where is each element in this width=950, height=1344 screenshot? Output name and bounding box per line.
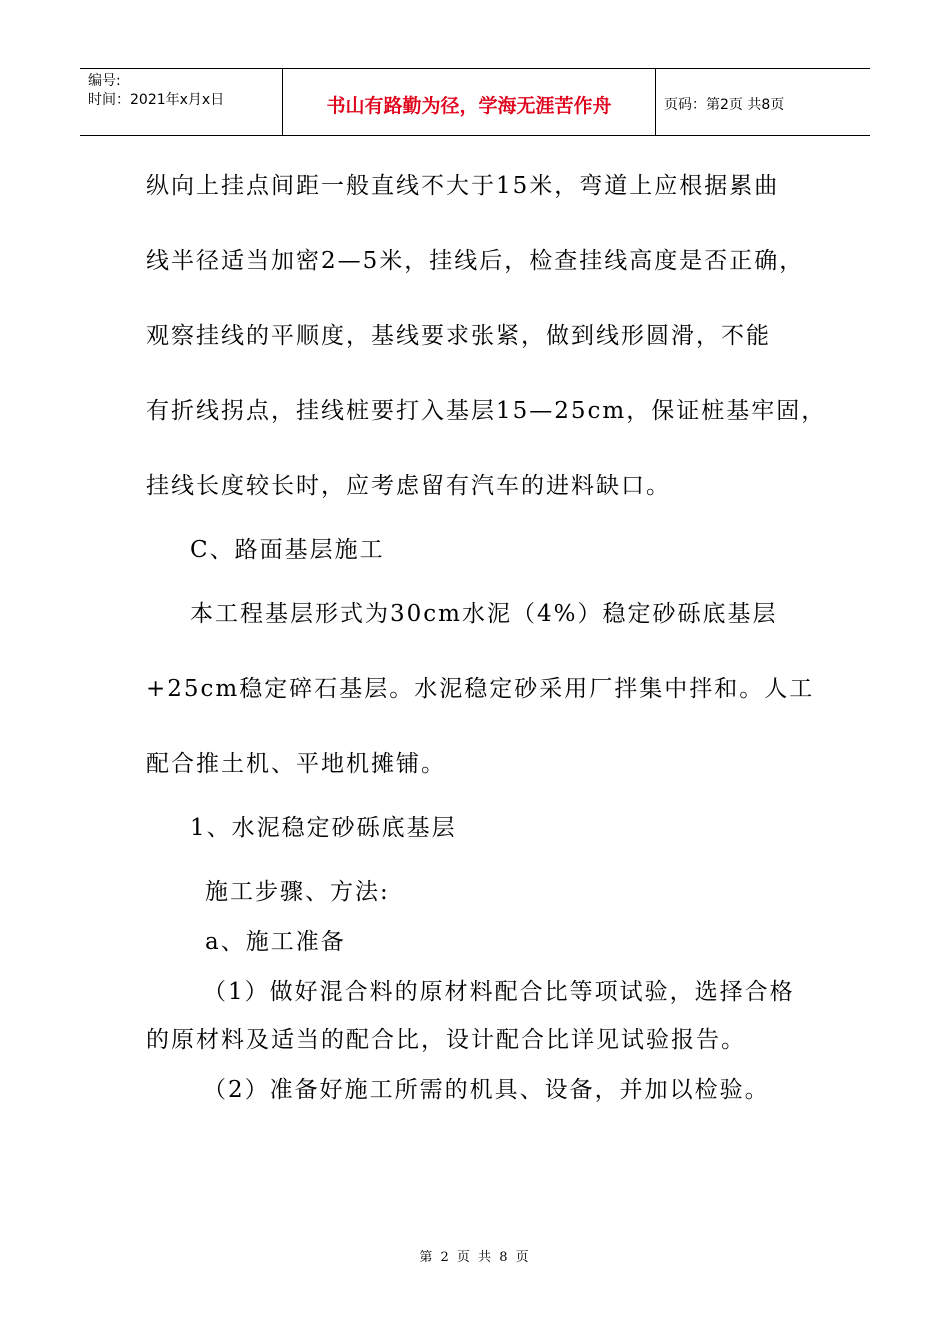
body-line: +25cm稳定碎石基层。水泥稳定砂采用厂拌集中拌和。人工 xyxy=(146,676,815,702)
body-line: 的原材料及适当的配合比，设计配合比详见试验报告。 xyxy=(146,1027,746,1053)
body-line: 本工程基层形式为30cm水泥（4%）稳定砂砾底基层 xyxy=(190,601,778,627)
body-line: 有折线拐点，挂线桩要打入基层15—25cm，保证桩基牢固， xyxy=(146,398,827,424)
body-line: 纵向上挂点间距一般直线不大于15米，弯道上应根据累曲 xyxy=(146,173,780,199)
body-line: （2）准备好施工所需的机具、设备，并加以检验。 xyxy=(203,1077,770,1103)
body-line: （1）做好混合料的原材料配合比等项试验，选择合格 xyxy=(203,979,795,1005)
body-line: 线半径适当加密2—5米，挂线后，检查挂线高度是否正确， xyxy=(146,248,805,274)
body-line: a、施工准备 xyxy=(205,929,346,955)
body-line: 配合推土机、平地机摊铺。 xyxy=(146,751,446,777)
body-line: 挂线长度较长时，应考虑留有汽车的进料缺口。 xyxy=(146,473,671,499)
header-meta-cell xyxy=(80,69,283,135)
header-page-label: 页码：第2页 共8页 xyxy=(664,97,785,113)
section-heading: C、路面基层施工 xyxy=(190,537,385,563)
body-line: 施工步骤、方法: xyxy=(205,879,390,905)
body-line: 观察挂线的平顺度，基线要求张紧，做到线形圆滑，不能 xyxy=(146,323,771,349)
page-footer: 第 2 页 共 8 页 xyxy=(419,1250,531,1265)
header-motto: 书山有路勤为径，学海无涯苦作舟 xyxy=(283,69,656,135)
page-header xyxy=(80,68,870,136)
subsection-heading: 1、水泥稳定砂砾底基层 xyxy=(190,815,457,841)
number-label: 编号: xyxy=(88,73,121,89)
time-label: 时间：2021年x月x日 xyxy=(88,92,225,108)
